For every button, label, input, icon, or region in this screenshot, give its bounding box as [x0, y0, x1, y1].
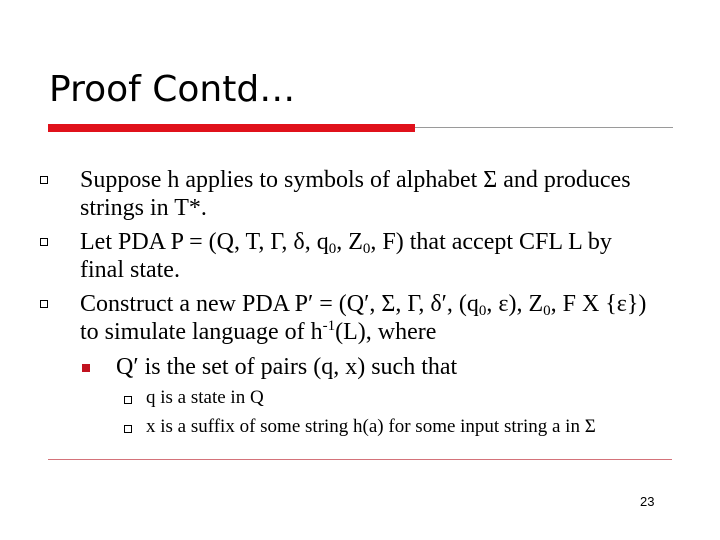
- bullet-1-line-1: Suppose h applies to symbols of alphabet Σ and produces: [80, 167, 631, 193]
- sub-bullet-1: Q′ is the set of pairs (q, x) such that: [116, 354, 458, 380]
- hollow-square-bullet-icon: [40, 176, 48, 184]
- hollow-square-bullet-icon: [40, 300, 48, 308]
- hollow-square-bullet-icon: [124, 425, 132, 433]
- footer-rule: [48, 459, 672, 460]
- bullet-2-line-1: Let PDA P = (Q, T, Γ, δ, $q_0$, $Z_0$, F) that accept CFL L by: [80, 229, 612, 257]
- hollow-square-bullet-icon: [40, 238, 48, 246]
- slide-title: Proof Contd…: [49, 69, 296, 110]
- title-underline-accent: [48, 124, 415, 132]
- filled-square-bullet-icon: [82, 364, 90, 372]
- bullet-2-line-2: final state.: [80, 257, 180, 283]
- bullet-3-line-1: Construct a new PDA P′ = (Q′, Σ, Γ, δ′, ($q_0$, ε), $Z_0$, F X {ε}): [80, 291, 647, 319]
- sub-sub-bullet-1: q is a state in Q: [146, 387, 264, 408]
- bullet-1-line-2: strings in T*.: [80, 195, 207, 221]
- hollow-square-bullet-icon: [124, 396, 132, 404]
- bullet-3-line-2: to simulate language of $h^{-1}(L)$, where: [80, 318, 437, 345]
- page-number: 23: [640, 494, 655, 509]
- sub-sub-bullet-2: x is a suffix of some string h(a) for some input string a in Σ: [146, 416, 596, 437]
- title-underline-rule: [415, 127, 673, 128]
